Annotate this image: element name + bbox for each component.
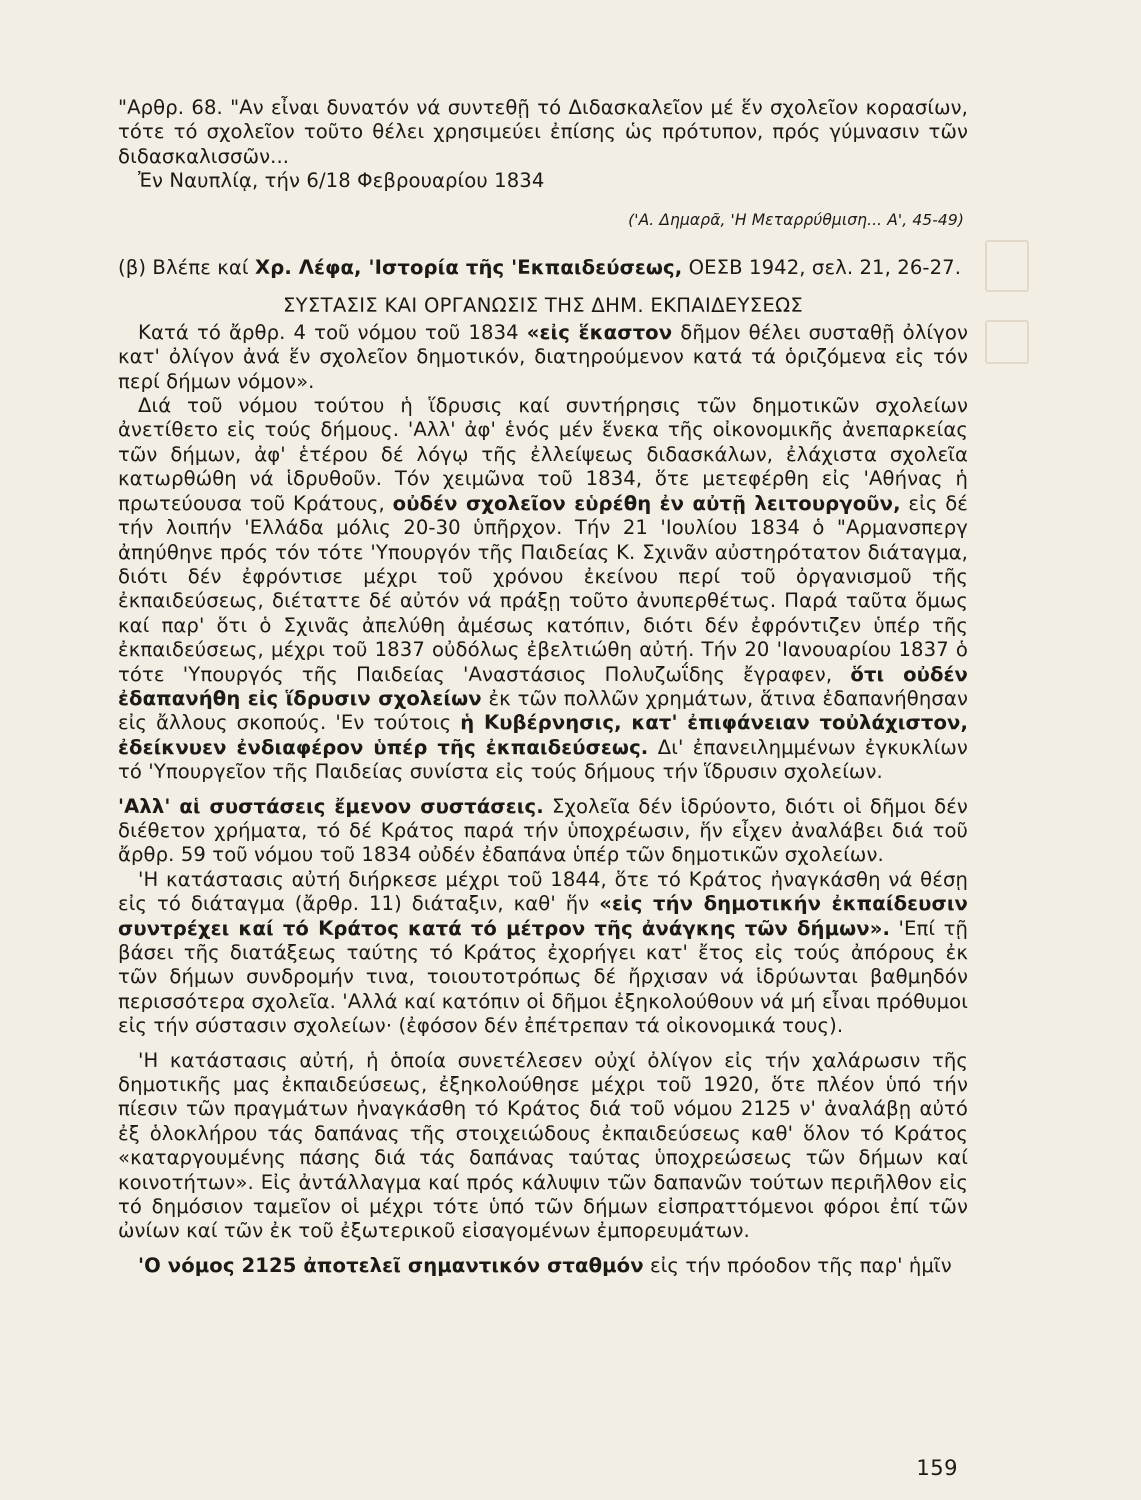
page-edge-mark bbox=[985, 240, 1029, 292]
reference-suffix: ΟΕΣΒ 1942, σελ. 21, 26-27. bbox=[682, 256, 962, 280]
paragraph-2 bbox=[118, 394, 968, 785]
reference-note bbox=[118, 256, 968, 280]
paragraph-1 bbox=[118, 321, 968, 394]
bold-run: 'Ο νόμος 2125 ἀποτελεῖ σημαντικόν σταθμόν bbox=[138, 1253, 644, 1277]
quoted-article: "Αρθρ. 68. "Αν εἶναι δυνατόν νά συντεθῇ τό Διδασκαλεῖον μέ ἕν σχολεῖον κορασίων, τότε τό σχολεῖον τοῦτο θέλει χρησιμεύει ἐπίσης ὡς πρότυπον, πρός γύμνασιν τῶν διδασκαλισσῶν... bbox=[118, 96, 968, 168]
quote-place-date: Ἐν Ναυπλίᾳ, τήν 6/18 Φεβρουαρίου 1834 bbox=[138, 169, 545, 193]
page-edge-mark bbox=[985, 320, 1029, 364]
bold-run: ἡ Κυβέρνησις, κατ' ἐπιφάνειαν τοὐλάχιστον, ἐδείκνυεν ἐνδιαφέρον ὑπέρ τῆς ἐκπαιδεύσεως. bbox=[118, 711, 968, 759]
text-run: δῆμον θέλει συσταθῇ ὀλίγον κατ' ὀλίγον ἀνά ἕν σχολεῖον δημοτικόν, διατηρούμενον κατά τά ὁριζόμενα εἰς τόν περί δήμων νόμον». bbox=[118, 320, 968, 393]
bold-run: ὅτι οὐδέν ἐδαπανήθη εἰς ἵδρυσιν σχολείων bbox=[118, 662, 969, 710]
quote-citation: ('Α. Δημαρᾶ, 'Η Μεταρρύθμιση... Α', 45-49) bbox=[628, 210, 964, 229]
text-run: Διά τοῦ νόμου τούτου ἡ ἵδρυσις καί συντήρησις τῶν δημοτικῶν σχολείων ἀνετίθετο εἰς τούς δήμους. 'Αλλ' ἀφ' ἑνός μέν ἕνεκα τῆς οἰκονομικῆς ἀνεπαρκείας τῶν δήμων, ἀφ' ἑτέρου δέ λόγῳ τῆς ἐλλείψεως διδασκάλων, ἐλάχιστα σχολεῖα κατωρθώθη νά ἱδρυθοῦν. Τόν χειμῶνα τοῦ 1834, ὅτε μετεφέρθη εἰς 'Αθήνας ἡ πρωτεύουσα τοῦ Κράτους, bbox=[118, 394, 968, 515]
paragraph-3 bbox=[118, 795, 968, 868]
text-run: Σχολεῖα δέν ἱδρύοντο, διότι οἱ δῆμοι δέν διέθετον χρήματα, τό δέ Κράτος παρά τήν ὑποχρέωσιν, ἥν εἶχεν ἀναλάβει διά τοῦ ἄρθρ. 59 τοῦ νόμου τοῦ 1834 οὐδέν ἐδαπάνα ὑπέρ τῶν δημοτικῶν σχολείων. bbox=[118, 794, 968, 867]
document-page bbox=[118, 96, 968, 1278]
paragraph-6 bbox=[118, 1254, 968, 1278]
paragraph-4 bbox=[118, 868, 968, 1039]
text-run: Κατά τό ἄρθρ. 4 τοῦ νόμου τοῦ 1834 bbox=[138, 320, 527, 344]
text-run: 'Η κατάστασις αὐτή διήρκεσε μέχρι τοῦ 1844, ὅτε τό Κράτος ἠναγκάσθη νά θέσῃ εἰς τό διάταγμα (ἄρθρ. 11) διάταξιν, καθ' ἥν bbox=[118, 867, 968, 916]
section-heading: ΣΥΣΤΑΣΙΣ ΚΑΙ ΟΡΓΑΝΩΣΙΣ ΤΗΣ ΔΗΜ. ΕΚΠΑΙΔΕΥΣΕΩΣ bbox=[282, 294, 804, 318]
text-run: ἐκ τῶν πολλῶν χρημάτων, ἅτινα ἐδαπανήθησαν εἰς ἄλλους σκοπούς. 'Εν τούτοις bbox=[118, 686, 968, 735]
bold-run: «εἰς ἕκαστον bbox=[526, 320, 673, 344]
text-run: Δι' ἐπανειλημμένων ἐγκυκλίων τό 'Υπουργεῖον τῆς Παιδείας συνίστα εἰς τούς δήμους τήν ἵδρυσιν σχολείων. bbox=[118, 735, 968, 784]
text-run: 'Επί τῇ βάσει τῆς διατάξεως ταύτης τό Κράτος ἐχορήγει κατ' ἔτος εἰς τούς ἀπόρους ἐκ τῶν δήμων συνδρομήν τινα, τοιουτοτρόπως δέ ἤρχισαν νά ἱδρύωνται βαθμηδόν περισσότερα σχολεῖα. 'Αλλά καί κατόπιν οἱ δῆμοι ἐξηκολούθουν νά μή εἶναι πρόθυμοι εἰς τήν σύστασιν σχολείων· (ἐφόσον δέν ἐπέτρεπαν τά οἰκονομικά τους). bbox=[118, 916, 968, 1038]
reference-author-title: Χρ. Λέφα, 'Ιστορία τῆς 'Εκπαιδεύσεως, bbox=[255, 256, 683, 280]
paragraph-5: 'Η κατάστασις αὐτή, ἡ ὁποία συνετέλεσεν οὐχί ὀλίγον εἰς τήν χαλάρωσιν τῆς δημοτικῆς μας ἐκπαιδεύσεως, ἐξηκολούθησε μέχρι τοῦ 1920, ὅτε πλέον ὑπό τήν πίεσιν τῶν πραγμάτων ἠναγκάσθη τό Κράτος διά τοῦ νόμου 2125 ν' ἀναλάβῃ αὐτό ἐξ ὁλοκλήρου τάς δαπάνας τῆς στοιχειώδους ἐκπαιδεύσεως καθ' ὅλον τό Κράτος «καταργουμένης πάσης διά τάς δαπάνας ταύτας ὑποχρεώσεως τῶν δήμων καί κοινοτήτων». Εἰς ἀντάλλαγμα καί πρός κάλυψιν τῶν δαπανῶν τούτων περιῆλθον εἰς τό δημόσιον ταμεῖον οἱ μέχρι τότε ὑπό τῶν δήμων εἰσπραττόμενοι φόροι ἐπί τῶν ὠνίων καί τῶν ἐκ τοῦ ἐξωτερικοῦ εἰσαγομένων ἐμπορευμάτων. bbox=[118, 1048, 968, 1243]
bold-run: «εἰς τήν δημοτικήν ἐκπαίδευσιν συντρέχει καί τό Κράτος κατά τό μέτρον τῆς ἀνάγκης τῶν δήμων». bbox=[118, 892, 969, 940]
text-run: εἰς τήν πρόοδον τῆς παρ' ἡμῖν bbox=[643, 1253, 952, 1277]
text-run: εἰς δέ τήν λοιπήν 'Ελλάδα μόλις 20-30 ὑπῆρχον. Τήν 21 'Ιουλίου 1834 ὁ "Αρμανσπεργ ἀπηύθηνε πρός τόν τότε 'Υπουργόν τῆς Παιδείας Κ. Σχινᾶν αὐστηρότατον διάταγμα, διότι δέν ἐφρόντισε μέχρι τοῦ χρόνου ἐκείνου περί τοῦ ὀργανισμοῦ τῆς ἐκπαιδεύσεως, διέταττε δέ αὐτόν νά πράξῃ τοῦτο ἀνυπερθέτως. Παρά ταῦτα ὅμως καί παρ' ὅτι ὁ Σχινᾶς ἀπελύθη ἀμέσως κατόπιν, διότι δέν ἐφρόντιζεν ὑπέρ τῆς ἐκπαιδεύσεως, μέχρι τοῦ 1837 οὐδόλως ἐβελτιώθη αὐτή. Τήν 20 'Ιανουαρίου 1837 ὁ τότε 'Υπουργός τῆς Παιδείας 'Αναστάσιος Πολυζωΐδης ἔγραφεν, bbox=[118, 491, 968, 686]
bold-run: οὐδέν σχολεῖον εὑρέθη ἐν αὐτῇ λειτουργοῦν, bbox=[392, 491, 901, 515]
page-number: 159 bbox=[916, 1456, 958, 1480]
reference-prefix: (β) Βλέπε καί bbox=[118, 256, 255, 280]
bold-run: 'Αλλ' αἱ συστάσεις ἔμενον συστάσεις. bbox=[118, 794, 544, 818]
